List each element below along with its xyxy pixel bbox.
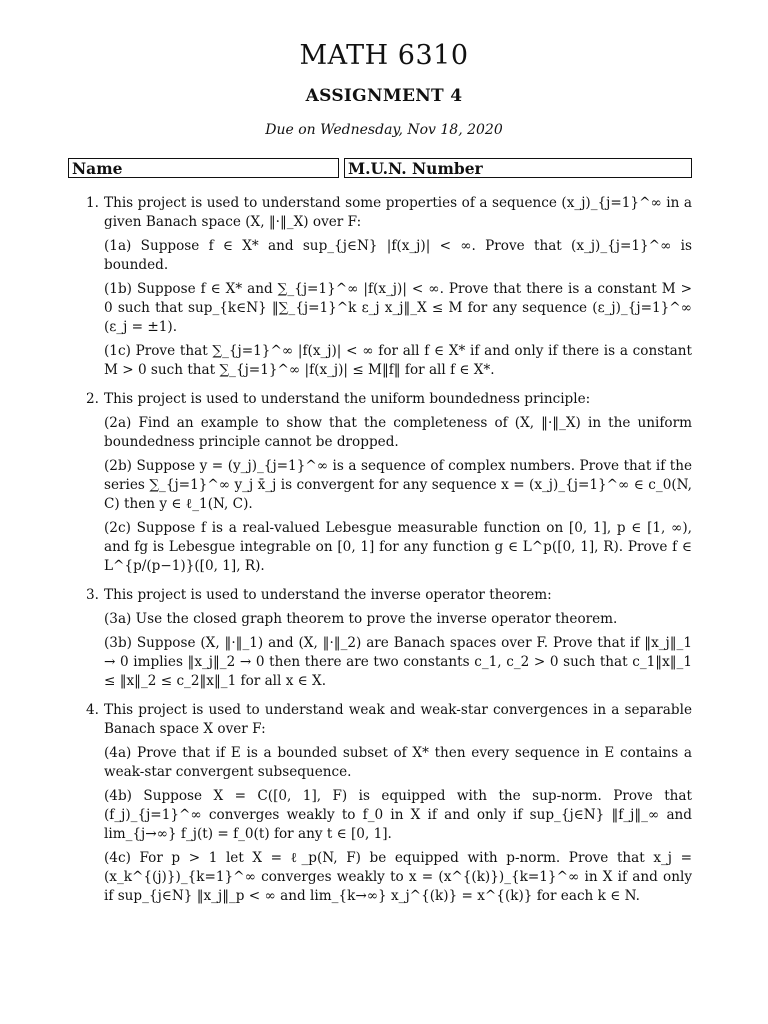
problem-intro: This project is used to understand the uniform boundedness principle:	[104, 391, 591, 407]
problem-part: (2c) Suppose f is a real-valued Lebesgue measurable function on [0, 1], p ∈ [1, ∞), and fg is Lebesgue integrable on [0, 1] for any function g ∈ L^p([0, 1], R). Prove f ∈ L^{p/(p−1)}([0, 1], R).	[104, 520, 692, 574]
mun-number-field[interactable]: M.U.N. Number	[344, 158, 692, 178]
course-title: MATH 6310	[299, 40, 469, 71]
problem-part: (2b) Suppose y = (y_j)_{j=1}^∞ is a sequence of complex numbers. Prove that if the series ∑_{j=1}^∞ y_j x̄_j is convergent for any sequence x = (x_j)_{j=1}^∞ ∈ c_0(N, C) then y ∈ ℓ_1(N, C).	[104, 458, 692, 512]
problem-3	[86, 586, 692, 691]
problem-part: (1c) Prove that ∑_{j=1}^∞ |f(x_j)| < ∞ for all f ∈ X* if and only if there is a constant M > 0 such that ∑_{j=1}^∞ |f(x_j)| ≤ M‖f‖ for all f ∈ X*.	[104, 343, 692, 378]
problem-part: (3b) Suppose (X, ‖·‖_1) and (X, ‖·‖_2) are Banach spaces over F. Prove that if ‖x_j‖_1 → 0 implies ‖x_j‖_2 → 0 then there are two constants c_1, c_2 > 0 such that c_1‖x‖_1 ≤ ‖x‖_2 ≤ c_2‖x‖_1 for all x ∈ X.	[104, 635, 692, 689]
problem-number: 1.	[86, 195, 99, 211]
student-info-fields	[68, 158, 692, 180]
problem-number: 3.	[86, 587, 99, 603]
problem-part: (1a) Suppose f ∈ X* and sup_{j∈N} |f(x_j)| < ∞. Prove that (x_j)_{j=1}^∞ is bounded.	[104, 238, 692, 273]
problem-4	[86, 701, 692, 906]
problem-1	[86, 194, 692, 380]
problem-2	[86, 390, 692, 576]
assignment-title: ASSIGNMENT 4	[305, 86, 463, 106]
problem-list	[86, 194, 692, 916]
problem-number: 4.	[86, 702, 99, 718]
problem-intro: This project is used to understand the inverse operator theorem:	[104, 587, 552, 603]
problem-part: (4a) Prove that if E is a bounded subset of X* then every sequence in E contains a weak-star convergent subsequence.	[104, 745, 692, 780]
due-date: Due on Wednesday, Nov 18, 2020	[265, 122, 503, 138]
name-field[interactable]: Name	[68, 158, 339, 178]
problem-part: (4b) Suppose X = C([0, 1], F) is equipped with the sup-norm. Prove that (f_j)_{j=1}^∞ converges weakly to f_0 in X if and only if sup_{j∈N} ‖f_j‖_∞ and lim_{j→∞} f_j(t) = f_0(t) for any t ∈ [0, 1].	[104, 788, 692, 842]
problem-part: (4c) For p > 1 let X = ℓ_p(N, F) be equipped with p-norm. Prove that x_j = (x_k^{(j)})_{k=1}^∞ converges weakly to x = (x^{(k)})_{k=1}^∞ in X if and only if sup_{j∈N} ‖x_j‖_p < ∞ and lim_{k→∞} x_j^{(k)} = x^{(k)} for each k ∈ N.	[104, 850, 692, 904]
problem-part: (1b) Suppose f ∈ X* and ∑_{j=1}^∞ |f(x_j)| < ∞. Prove that there is a constant M > 0 such that sup_{k∈N} ‖∑_{j=1}^k ε_j x_j‖_X ≤ M for any sequence (ε_j)_{j=1}^∞ (ε_j = ±1).	[104, 281, 692, 335]
problem-intro: This project is used to understand some properties of a sequence (x_j)_{j=1}^∞ in a given Banach space (X, ‖·‖_X) over F:	[104, 195, 692, 230]
problem-intro: This project is used to understand weak and weak-star convergences in a separable Banach space X over F:	[104, 702, 692, 737]
problem-part: (2a) Find an example to show that the completeness of (X, ‖·‖_X) in the uniform boundedness principle cannot be dropped.	[104, 415, 692, 450]
problem-number: 2.	[86, 391, 99, 407]
problem-part: (3a) Use the closed graph theorem to prove the inverse operator theorem.	[104, 611, 618, 627]
